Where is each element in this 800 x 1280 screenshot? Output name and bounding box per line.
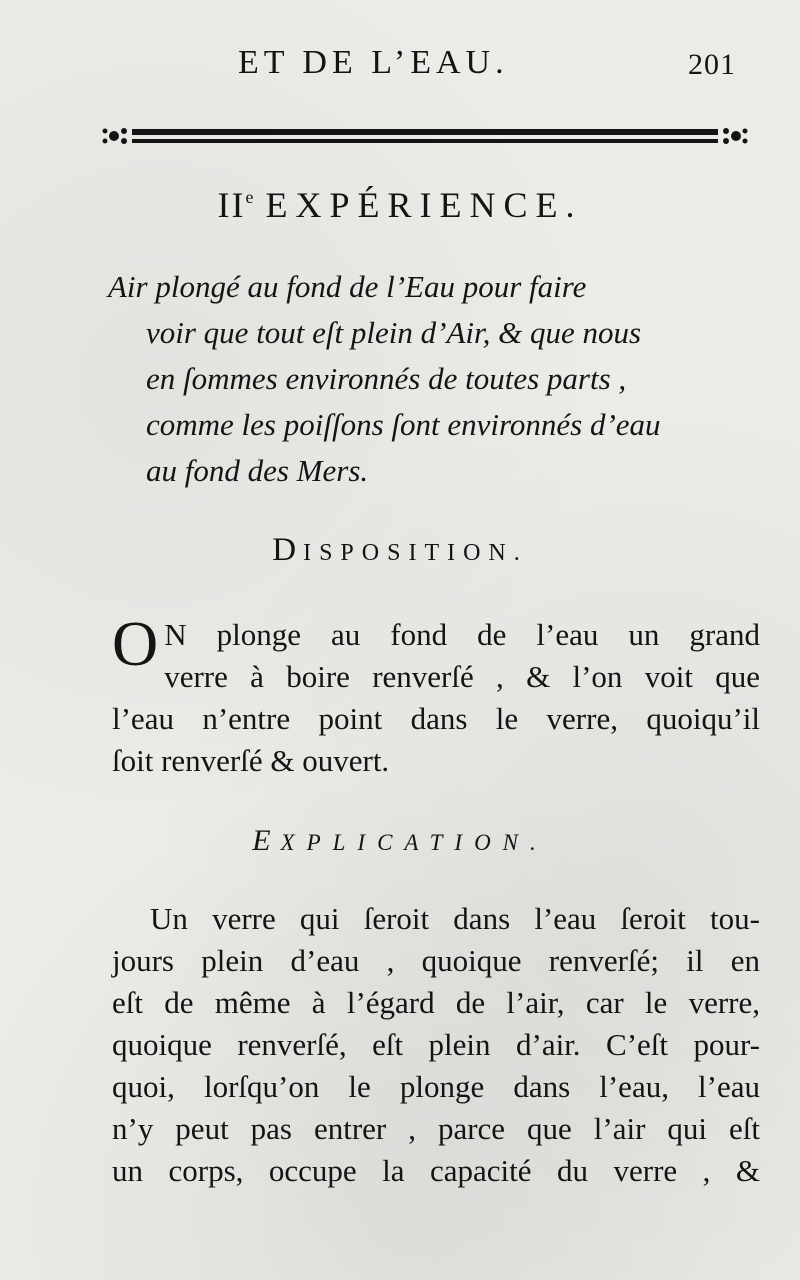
explication-heading — [0, 824, 800, 858]
experiment-label: EXPÉRIENCE. — [265, 185, 583, 225]
page-number: 201 — [688, 48, 736, 81]
paragraph-line: quoique renverſé, eſt plein d’air. C’eſt pour- — [112, 1027, 760, 1062]
experiment-number: II — [217, 185, 246, 225]
abstract-line: au fond des Mers. — [146, 453, 369, 488]
paragraph-line: n’y peut pas entrer , parce que l’air qui eſt — [112, 1111, 760, 1146]
experiment-number-suffix: e — [245, 187, 254, 207]
explication-heading-initial: E — [252, 824, 281, 857]
abstract-line: comme les poiſſons ſont environnés d’eau — [146, 407, 661, 442]
disposition-heading-rest: ISPOSITION. — [303, 540, 528, 566]
paragraph-line: N plonge au fond de l’eau un grand — [164, 617, 760, 652]
paragraph-line: quoi, lorſqu’on le plonge dans l’eau, l’eau — [112, 1069, 760, 1104]
abstract-line: Air plongé au fond de l’Eau pour faire — [108, 269, 587, 304]
explication-heading-rest: XPLICATION. — [280, 830, 548, 855]
paragraph-line: un corps, occupe la capacité du verre , & — [112, 1153, 760, 1188]
paragraph-line: ſoit renverſé & ouvert. — [112, 743, 390, 778]
fleuron-right-icon — [723, 128, 748, 144]
paragraph-line: Un verre qui ſeroit dans l’eau ſeroit tou- — [150, 901, 760, 936]
paragraph-line: verre à boire renverſé , & l’on voit que — [164, 659, 760, 694]
explication-paragraph — [112, 898, 760, 1192]
abstract-line: voir que tout eſt plein d’Air, & que nous — [146, 315, 642, 350]
experiment-abstract — [108, 264, 758, 494]
paragraph-line: l’eau n’entre point dans le verre, quoiqu’il — [112, 701, 760, 736]
paragraph-line: jours plein d’eau , quoique renverſé; il en — [112, 943, 760, 978]
running-title: ET DE L’EAU. — [238, 44, 509, 81]
disposition-heading — [0, 532, 800, 569]
ornamental-rule — [100, 122, 750, 152]
paragraph-line: eſt de même à l’égard de l’air, car le verre, — [112, 985, 760, 1020]
fleuron-left-icon — [103, 128, 128, 144]
disposition-heading-initial: D — [272, 532, 304, 568]
experiment-title — [0, 184, 800, 226]
running-head — [0, 40, 800, 90]
drop-cap: O — [112, 608, 159, 679]
disposition-paragraph — [112, 608, 760, 782]
abstract-line: en ſommes environnés de toutes parts , — [146, 361, 627, 396]
